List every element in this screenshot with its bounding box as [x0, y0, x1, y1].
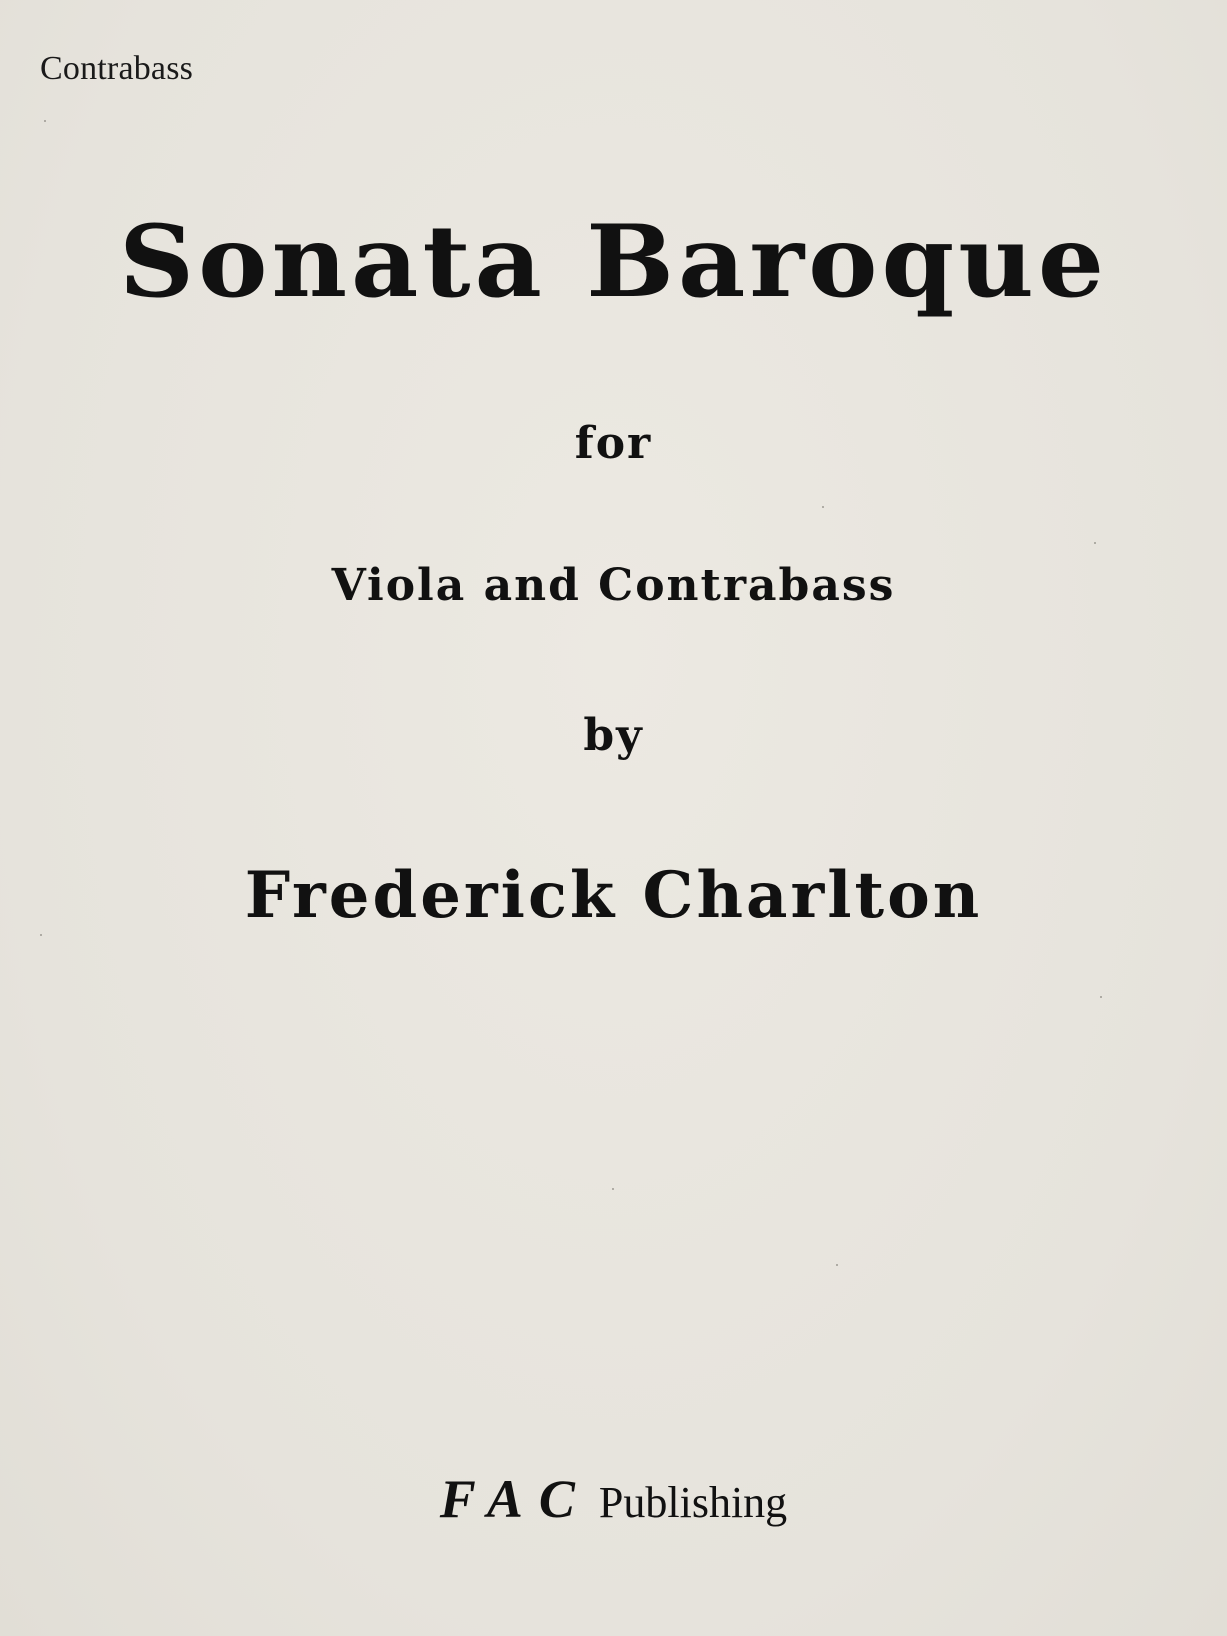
page-title: Sonata Baroque [118, 203, 1109, 320]
paper-speck [40, 934, 42, 936]
instrumentation: Viola and Contrabass [331, 560, 896, 611]
publisher-mark: FAC [439, 1469, 591, 1529]
by-text: by [583, 710, 644, 761]
paper-speck [1094, 542, 1096, 544]
composer-name: Frederick Charlton [244, 858, 983, 933]
for-text: for [574, 418, 653, 469]
paper-speck [836, 1264, 838, 1266]
paper-speck [1100, 996, 1102, 998]
publisher-name: Publishing [598, 1478, 788, 1527]
paper-speck [44, 120, 46, 122]
paper-speck [822, 506, 824, 508]
part-label: Contrabass [40, 50, 194, 87]
publisher-imprint [0, 1468, 1227, 1530]
paper-speck [612, 1188, 614, 1190]
